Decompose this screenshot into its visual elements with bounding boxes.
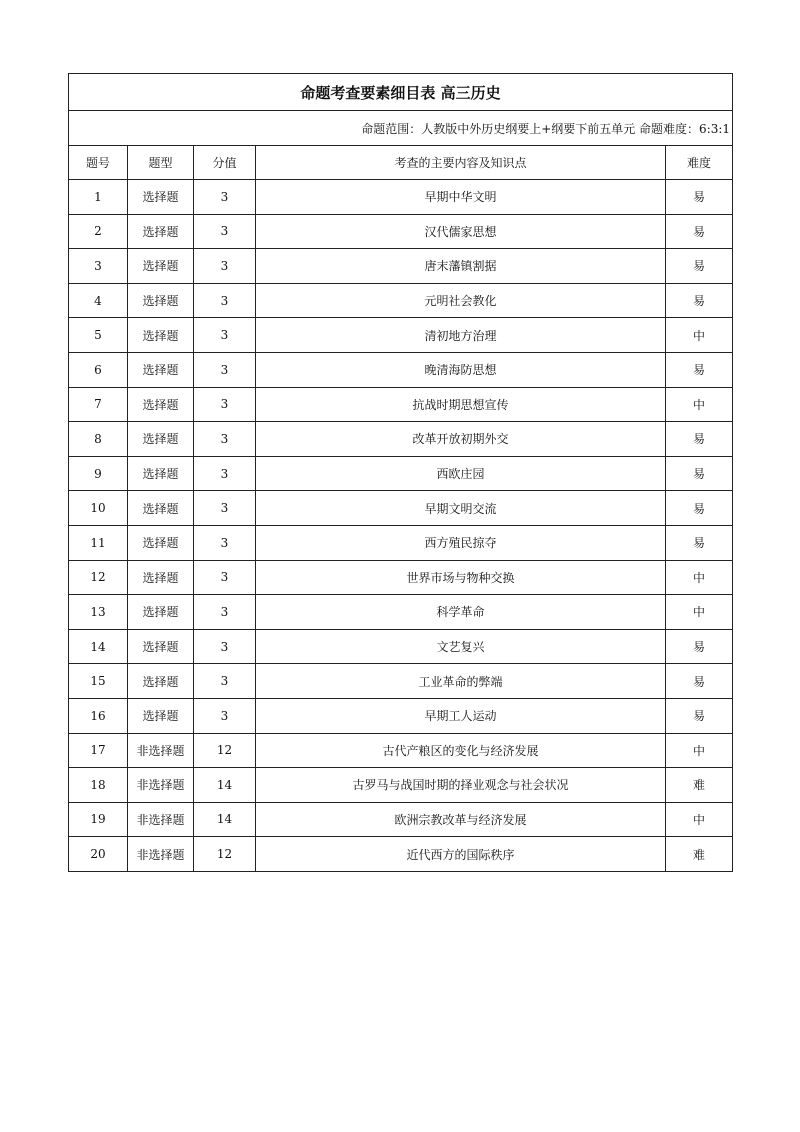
cell-difficulty: 难: [666, 837, 733, 872]
cell-question-no: 6: [69, 352, 128, 387]
cell-question-no: 12: [69, 560, 128, 595]
table-body: [69, 74, 733, 872]
cell-question-type: 非选择题: [128, 768, 194, 803]
cell-score: 3: [194, 283, 256, 318]
table-row: [69, 352, 733, 387]
cell-question-type: 选择题: [128, 664, 194, 699]
cell-score: 3: [194, 214, 256, 249]
cell-question-no: 15: [69, 664, 128, 699]
scope-row: [69, 111, 733, 146]
cell-difficulty: 易: [666, 698, 733, 733]
cell-content: 西方殖民掠夺: [256, 525, 666, 560]
header-row: [69, 146, 733, 180]
cell-content: 古代产粮区的变化与经济发展: [256, 733, 666, 768]
cell-score: 12: [194, 733, 256, 768]
cell-score: 14: [194, 802, 256, 837]
cell-content: 清初地方治理: [256, 318, 666, 353]
cell-difficulty: 中: [666, 733, 733, 768]
cell-question-type: 非选择题: [128, 837, 194, 872]
cell-difficulty: 易: [666, 283, 733, 318]
cell-score: 3: [194, 664, 256, 699]
header-content: 考查的主要内容及知识点: [256, 146, 666, 180]
cell-question-no: 7: [69, 387, 128, 422]
header-difficulty: 难度: [666, 146, 733, 180]
cell-difficulty: 易: [666, 491, 733, 526]
table-row: [69, 837, 733, 872]
cell-content: 世界市场与物种交换: [256, 560, 666, 595]
table-row: [69, 664, 733, 699]
title-row: [69, 74, 733, 111]
cell-question-type: 选择题: [128, 456, 194, 491]
table-row: [69, 733, 733, 768]
cell-question-type: 选择题: [128, 629, 194, 664]
cell-score: 3: [194, 456, 256, 491]
cell-score: 3: [194, 352, 256, 387]
cell-question-type: 选择题: [128, 525, 194, 560]
table-row: [69, 180, 733, 215]
cell-difficulty: 易: [666, 214, 733, 249]
cell-question-type: 非选择题: [128, 733, 194, 768]
header-no: 题号: [69, 146, 128, 180]
cell-difficulty: 易: [666, 629, 733, 664]
cell-difficulty: 中: [666, 318, 733, 353]
cell-content: 工业革命的弊端: [256, 664, 666, 699]
cell-question-type: 选择题: [128, 249, 194, 284]
cell-difficulty: 易: [666, 352, 733, 387]
cell-difficulty: 易: [666, 422, 733, 457]
cell-score: 3: [194, 387, 256, 422]
cell-difficulty: 易: [666, 180, 733, 215]
cell-question-type: 选择题: [128, 283, 194, 318]
cell-score: 3: [194, 422, 256, 457]
cell-question-type: 选择题: [128, 214, 194, 249]
header-score: 分值: [194, 146, 256, 180]
cell-question-no: 9: [69, 456, 128, 491]
table-row: [69, 214, 733, 249]
scope-text: 命题范围：人教版中外历史纲要上+纲要下前五单元 命题难度：6:3:1: [69, 111, 733, 146]
cell-difficulty: 中: [666, 802, 733, 837]
cell-question-type: 选择题: [128, 698, 194, 733]
cell-difficulty: 中: [666, 595, 733, 630]
cell-content: 文艺复兴: [256, 629, 666, 664]
cell-score: 12: [194, 837, 256, 872]
cell-score: 14: [194, 768, 256, 803]
table-row: [69, 560, 733, 595]
cell-content: 晚清海防思想: [256, 352, 666, 387]
cell-difficulty: 中: [666, 387, 733, 422]
cell-score: 3: [194, 180, 256, 215]
cell-content: 欧洲宗教改革与经济发展: [256, 802, 666, 837]
cell-question-no: 13: [69, 595, 128, 630]
cell-score: 3: [194, 560, 256, 595]
cell-question-type: 选择题: [128, 595, 194, 630]
cell-question-type: 选择题: [128, 560, 194, 595]
cell-score: 3: [194, 491, 256, 526]
cell-question-no: 19: [69, 802, 128, 837]
table-title: 命题考查要素细目表 高三历史: [69, 74, 733, 111]
table-row: [69, 249, 733, 284]
cell-question-type: 选择题: [128, 491, 194, 526]
cell-question-no: 5: [69, 318, 128, 353]
table-row: [69, 595, 733, 630]
table-row: [69, 698, 733, 733]
table-row: [69, 525, 733, 560]
table-row: [69, 768, 733, 803]
table-row: [69, 283, 733, 318]
header-type: 题型: [128, 146, 194, 180]
spec-table: [68, 73, 733, 872]
cell-content: 古罗马与战国时期的择业观念与社会状况: [256, 768, 666, 803]
cell-score: 3: [194, 318, 256, 353]
cell-score: 3: [194, 629, 256, 664]
cell-question-no: 10: [69, 491, 128, 526]
cell-score: 3: [194, 595, 256, 630]
cell-question-no: 1: [69, 180, 128, 215]
table-row: [69, 318, 733, 353]
cell-difficulty: 易: [666, 456, 733, 491]
cell-difficulty: 中: [666, 560, 733, 595]
cell-content: 近代西方的国际秩序: [256, 837, 666, 872]
table-row: [69, 456, 733, 491]
table-row: [69, 491, 733, 526]
cell-question-no: 4: [69, 283, 128, 318]
cell-content: 元明社会教化: [256, 283, 666, 318]
cell-question-no: 14: [69, 629, 128, 664]
cell-question-no: 20: [69, 837, 128, 872]
cell-question-type: 选择题: [128, 387, 194, 422]
cell-difficulty: 易: [666, 525, 733, 560]
cell-content: 早期文明交流: [256, 491, 666, 526]
cell-difficulty: 易: [666, 664, 733, 699]
cell-question-no: 11: [69, 525, 128, 560]
cell-question-type: 选择题: [128, 318, 194, 353]
cell-score: 3: [194, 698, 256, 733]
cell-question-no: 17: [69, 733, 128, 768]
cell-content: 早期中华文明: [256, 180, 666, 215]
cell-question-type: 选择题: [128, 422, 194, 457]
cell-content: 西欧庄园: [256, 456, 666, 491]
table-row: [69, 629, 733, 664]
cell-content: 唐末藩镇割据: [256, 249, 666, 284]
cell-question-no: 3: [69, 249, 128, 284]
cell-question-no: 8: [69, 422, 128, 457]
cell-question-type: 选择题: [128, 180, 194, 215]
cell-question-no: 16: [69, 698, 128, 733]
cell-score: 3: [194, 525, 256, 560]
cell-content: 抗战时期思想宣传: [256, 387, 666, 422]
cell-question-type: 非选择题: [128, 802, 194, 837]
cell-content: 早期工人运动: [256, 698, 666, 733]
cell-question-type: 选择题: [128, 352, 194, 387]
table-row: [69, 422, 733, 457]
cell-content: 改革开放初期外交: [256, 422, 666, 457]
cell-question-no: 2: [69, 214, 128, 249]
cell-content: 科学革命: [256, 595, 666, 630]
cell-question-no: 18: [69, 768, 128, 803]
cell-score: 3: [194, 249, 256, 284]
cell-content: 汉代儒家思想: [256, 214, 666, 249]
table-row: [69, 802, 733, 837]
cell-difficulty: 难: [666, 768, 733, 803]
cell-difficulty: 易: [666, 249, 733, 284]
table-row: [69, 387, 733, 422]
